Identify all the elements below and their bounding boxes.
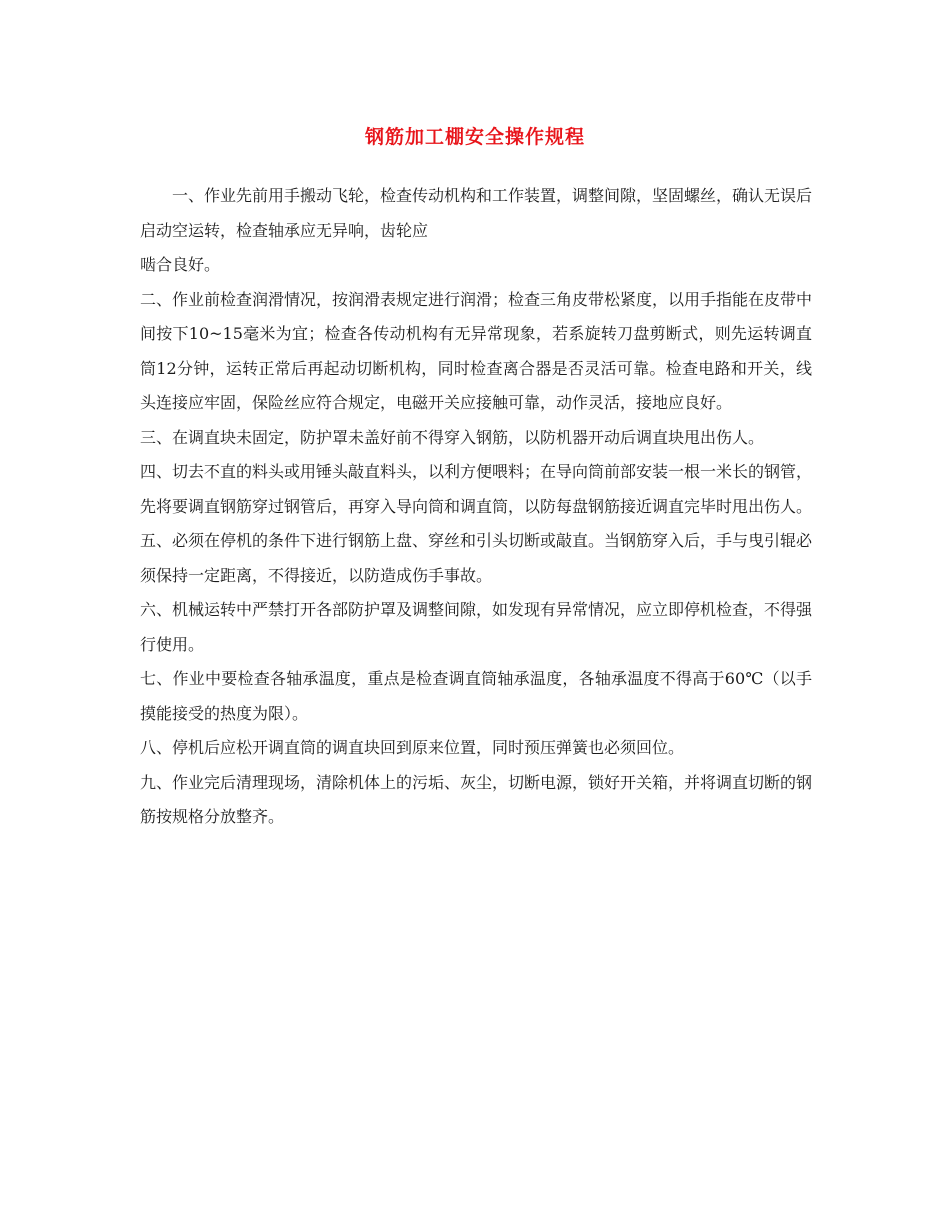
paragraph-3: 三、在调直块未固定，防护罩未盖好前不得穿入钢筋，以防机器开动后调直块甩出伤人。 [140,427,765,447]
paragraph-1: 一、作业先前用手搬动飞轮，检查传动机构和工作装置，调整间隙，坚固螺丝，确认无误后启动空运转，检查轴承应无异响，齿轮应 [140,186,813,240]
paragraph-2: 二、作业前检查润滑情况，按润滑表规定进行润滑；检查三角皮带松紧度，以用手指能在皮带中间按下10~15毫米为宜；检查各传动机构有无异常现象，若系旋转刀盘剪断式，则先运转调直筒12分钟，运转正常后再起动切断机构，同时检查离合器是否灵活可靠。检查电路和开关，线头连接应牢固，保险丝应符合规定，电磁开关应接触可靠，动作灵活，接地应良好。 [140,289,813,412]
paragraph-8: 八、停机后应松开调直筒的调直块回到原来位置，同时预压弹簧也必须回位。 [140,738,685,757]
paragraph-1-continuation: 啮合良好。 [140,255,221,274]
document-title: 钢筋加工棚安全操作规程 [364,126,585,148]
paragraph-4: 四、切去不直的料头或用锤头敲直料头，以利方便喂料；在导向筒前部安装一根一米长的钢管，先将要调直钢筋穿过钢管后，再穿入导向筒和调直筒，以防每盘钢筋接近调直完毕时甩出伤人。 [140,462,813,516]
paragraph-5: 五、必须在停机的条件下进行钢筋上盘、穿丝和引头切断或敲直。当钢筋穿入后，手与曳引辊必须保持一定距离，不得接近，以防造成伤手事故。 [140,531,813,585]
document-body [140,179,812,835]
paragraph-6: 六、机械运转中严禁打开各部防护罩及调整间隙，如发现有异常情况，应立即停机检查，不得强行使用。 [140,600,813,654]
paragraph-7: 七、作业中要检查各轴承温度，重点是检查调直筒轴承温度，各轴承温度不得高于60℃（以手摸能接受的热度为限）。 [140,669,812,723]
paragraph-9: 九、作业完后清理现场，清除机体上的污垢、灰尘，切断电源，锁好开关箱，并将调直切断的钢筋按规格分放整齐。 [140,772,813,826]
